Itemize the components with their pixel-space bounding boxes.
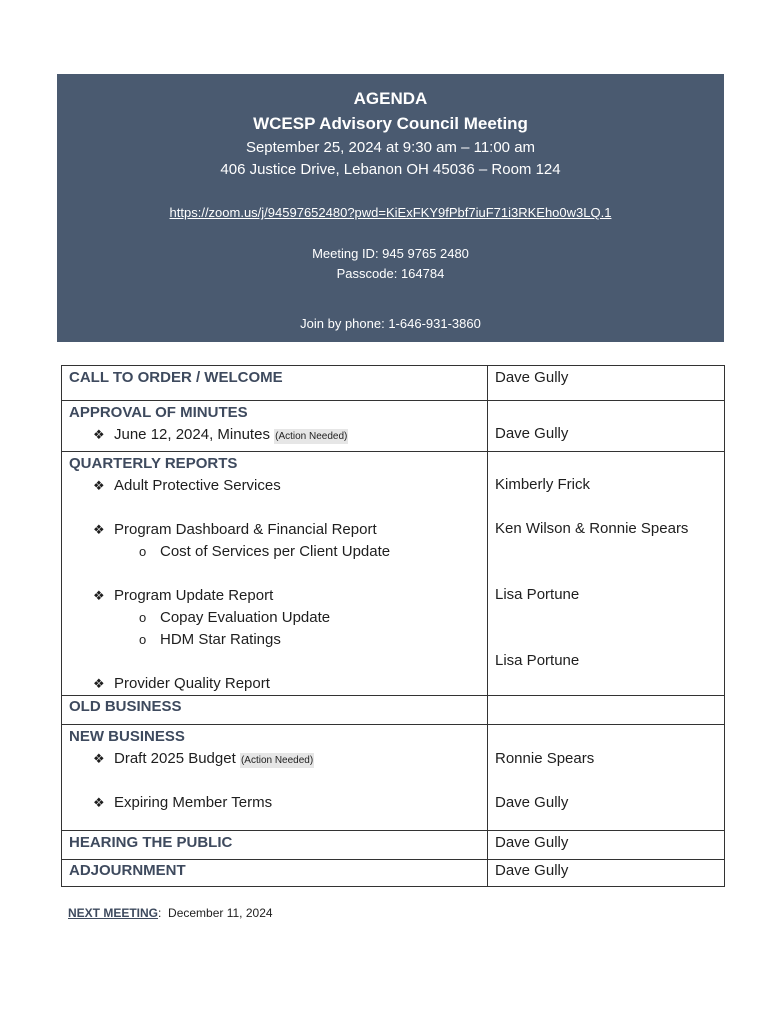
section-approval-of-minutes: APPROVAL OF MINUTES <box>69 404 248 421</box>
next-meeting-label: NEXT MEETING <box>68 906 159 920</box>
item-label: June 12, 2024, Minutes <box>114 426 270 443</box>
list-item <box>69 792 487 814</box>
action-needed-badge: (Action Needed) <box>240 755 314 766</box>
meeting-date: September 25, 2024 at 9:30 am – 11:00 am <box>245 139 536 156</box>
item-label: Provider Quality Report <box>114 675 270 692</box>
bullet-icon: ❖ <box>93 795 105 810</box>
presenter: Lisa Portune <box>495 586 580 603</box>
agenda-header <box>57 74 724 342</box>
next-meeting <box>68 906 273 920</box>
list-item <box>69 585 487 607</box>
item-label: Draft 2025 Budget <box>114 750 236 767</box>
next-meeting-colon: : <box>158 906 162 920</box>
section-adjournment: ADJOURNMENT <box>69 862 186 879</box>
meeting-address: 406 Justice Drive, Lebanon OH 45036 – Room 124 <box>220 161 561 178</box>
agenda-row-old-business <box>62 696 725 725</box>
meeting-id: Meeting ID: 945 9765 2480 <box>312 246 469 261</box>
phone-number: Join by phone: 1-646-931-3860 <box>300 316 481 331</box>
item-label: Program Dashboard & Financial Report <box>114 521 377 538</box>
presenter: Dave Gully <box>495 794 569 811</box>
section-call-to-order: CALL TO ORDER / WELCOME <box>69 369 283 386</box>
circle-bullet-icon: o <box>139 632 147 647</box>
presenter: Kimberly Frick <box>495 476 591 493</box>
presenter: Dave Gully <box>495 425 569 442</box>
presenter: Ronnie Spears <box>495 750 595 767</box>
item-label: Adult Protective Services <box>114 477 281 494</box>
circle-bullet-icon: o <box>139 610 147 625</box>
sub-list-item <box>69 541 487 563</box>
list-item <box>69 475 487 497</box>
sub-list-item <box>69 607 487 629</box>
agenda-table <box>61 365 725 887</box>
item-label: HDM Star Ratings <box>160 631 281 648</box>
item-label: Cost of Services per Client Update <box>160 543 391 560</box>
page-title: AGENDA <box>353 89 428 108</box>
list-item <box>69 424 487 446</box>
list-item <box>69 519 487 541</box>
section-quarterly-reports: QUARTERLY REPORTS <box>69 455 238 472</box>
list-item <box>69 673 487 695</box>
meeting-name: WCESP Advisory Council Meeting <box>253 114 528 133</box>
presenter: Lisa Portune <box>495 652 580 669</box>
section-hearing-the-public: HEARING THE PUBLIC <box>69 834 233 851</box>
presenter: Ken Wilson & Ronnie Spears <box>495 520 689 537</box>
bullet-icon: ❖ <box>93 427 105 442</box>
agenda-row-adjournment <box>62 860 725 887</box>
item-label: Expiring Member Terms <box>114 794 273 811</box>
passcode: Passcode: 164784 <box>336 266 445 281</box>
agenda-row-quarterly <box>62 452 725 696</box>
next-meeting-date: December 11, 2024 <box>168 906 273 920</box>
action-needed-badge: (Action Needed) <box>275 431 348 442</box>
bullet-icon: ❖ <box>93 522 105 537</box>
zoom-link[interactable]: https://zoom.us/j/94597652480?pwd=KiExFKY9fPbf7iuF71i3RKEho0w3LQ.1 <box>169 205 612 220</box>
agenda-row-approval <box>62 401 725 452</box>
presenter: Dave Gully <box>495 834 569 851</box>
agenda-row-hearing <box>62 831 725 860</box>
presenter: Dave Gully <box>495 862 569 879</box>
item-label: Program Update Report <box>114 587 274 604</box>
list-item <box>69 748 487 770</box>
bullet-icon: ❖ <box>93 588 105 603</box>
section-new-business: NEW BUSINESS <box>69 728 185 745</box>
agenda-row-new-business <box>62 725 725 831</box>
circle-bullet-icon: o <box>139 544 147 559</box>
section-old-business: OLD BUSINESS <box>69 698 182 715</box>
item-label: Copay Evaluation Update <box>160 609 331 626</box>
sub-list-item <box>69 629 487 651</box>
bullet-icon: ❖ <box>93 751 105 766</box>
bullet-icon: ❖ <box>93 676 105 691</box>
presenter: Dave Gully <box>495 369 569 386</box>
bullet-icon: ❖ <box>93 478 105 493</box>
agenda-row-call-to-order <box>62 366 725 401</box>
